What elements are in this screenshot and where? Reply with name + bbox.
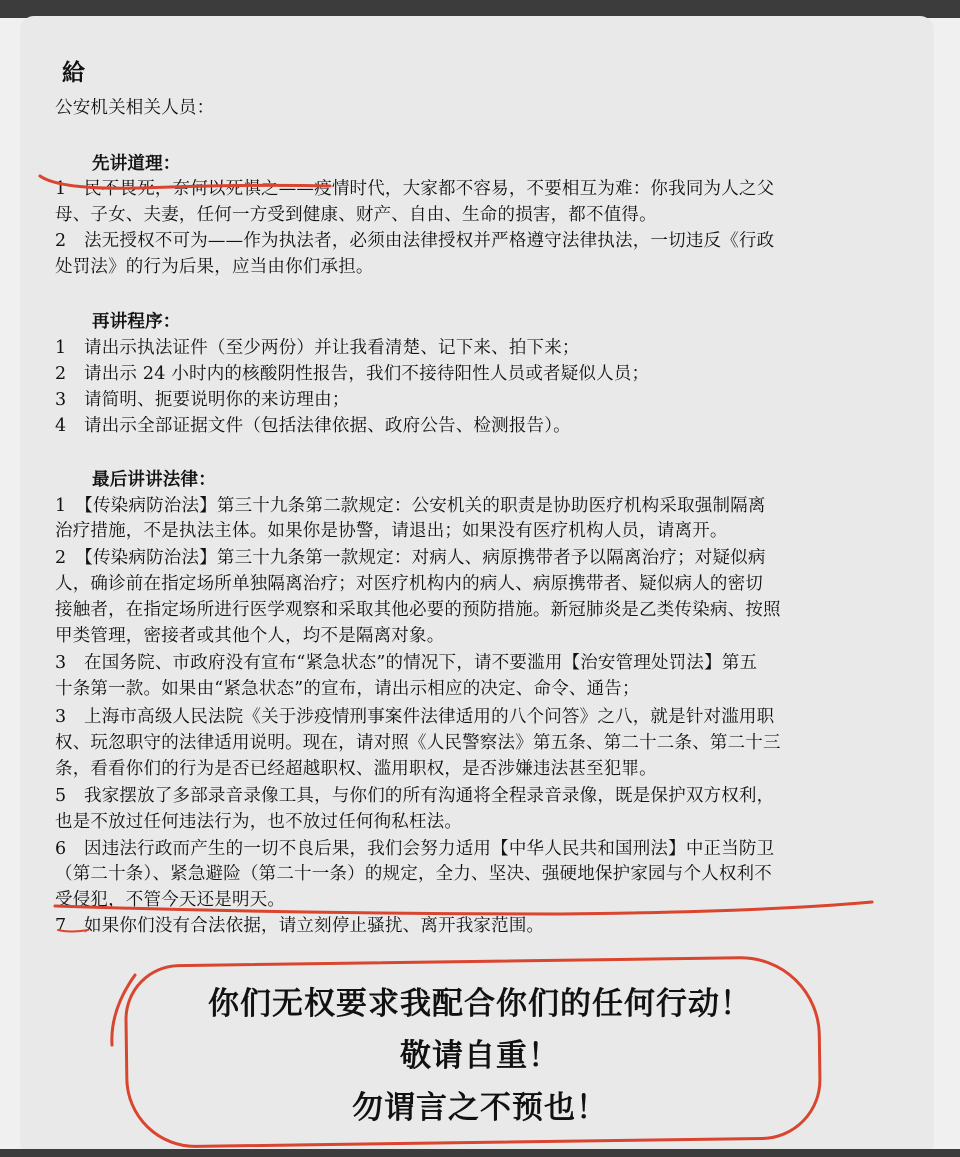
text-line: 1 【传染病防治法】第三十九条第二款规定：公安机关的职责是协助医疗机构采取强制隔离: [55, 496, 766, 516]
closing-line: 敬请自重！: [400, 1038, 560, 1074]
section-title-law: 最后讲讲法律：: [92, 470, 216, 490]
text-line: 十条第一款。如果由“紧急状态”的宣布，请出示相应的决定、命令、通告；: [55, 679, 640, 699]
text-line: 1 民不畏死，奈何以死惧之——疫情时代，大家都不容易，不要相互为难：你我同为人之父: [55, 179, 775, 199]
section-title-reasoning: 先讲道理：: [92, 154, 181, 174]
text-line: 3 在国务院、市政府没有宣布“紧急状态”的情况下，请不要滥用【治安管理处罚法】第五: [55, 653, 758, 673]
red-underline-middle: [55, 902, 872, 914]
text-line: 处罚法》的行为后果，应当由你们承担。: [55, 257, 374, 277]
text-line: 3 上海市高级人民法院《关于涉疫情刑事案件法律适用的八个问答》之八，就是针对滥用职: [55, 707, 775, 727]
text-line: 3 请简明、扼要说明你的来访理由；: [55, 390, 350, 410]
text-line: 2 【传染病防治法】第三十九条第一款规定：对病人、病原携带者予以隔离治疗；对疑似病: [55, 548, 766, 568]
section-title-procedure: 再讲程序：: [92, 312, 181, 332]
red-pen-tail: [112, 975, 135, 1045]
bottom-bar: [0, 1149, 960, 1157]
text-line: 治疗措施，不是执法主体。如果你是协警，请退出；如果没有医疗机构人员，请离开。: [55, 521, 728, 541]
text-line: 人，确诊前在指定场所单独隔离治疗；对医疗机构内的病人、病原携带者、疑似病人的密切: [55, 574, 763, 594]
recipient: 公安机关相关人员：: [55, 98, 215, 118]
text-line: 2 请出示 24 小时内的核酸阴性报告，我们不接待阳性人员或者疑似人员；: [55, 364, 650, 384]
text-line: 甲类管理，密接者或其他个人，均不是隔离对象。: [55, 626, 445, 646]
text-line: 受侵犯，不管今天还是明天。: [55, 890, 286, 910]
text-line: 权、玩忽职守的法律适用说明。现在，请对照《人民警察法》第五条、第二十二条、第二十三: [55, 733, 781, 753]
red-strike-mark: [58, 930, 88, 932]
text-line: 6 因违法行政而产生的一切不良后果，我们会努力适用【中华人民共和国刑法】中正当防卫: [55, 839, 775, 859]
text-line: 条，看看你们的行为是否已经超越职权、滥用职权，是否涉嫌违法甚至犯罪。: [55, 759, 657, 779]
text-line: 4 请出示全部证据文件（包括法律依据、政府公告、检测报告）。: [55, 416, 571, 436]
text-line: （第二十条）、紧急避险（第二十一条）的规定，全力、坚决、强硬地保护家园与个人权利不: [55, 864, 772, 884]
text-line: 1 请出示执法证件（至少两份）并让我看清楚、记下来、拍下来；: [55, 338, 580, 358]
text-line: 7 如果你们没有合法依据，请立刻停止骚扰、离开我家范围。: [55, 916, 545, 936]
red-underline-top: [40, 176, 330, 188]
text-line: 也是不放过任何违法行为，也不放过任何徇私枉法。: [55, 812, 463, 832]
closing-line: 你们无权要求我配合你们的任何行动！: [208, 986, 752, 1022]
greeting: 給: [62, 59, 85, 86]
text-line: 5 我家摆放了多部录音录像工具，与你们的所有沟通将全程录音录像，既是保护双方权利，: [55, 786, 775, 806]
text-line: 母、子女、夫妻，任何一方受到健康、财产、自由、生命的损害，都不值得。: [55, 205, 657, 225]
text-line: 接触者，在指定场所进行医学观察和采取其他必要的预防措施。新冠肺炎是乙类传染病、按照: [55, 600, 781, 620]
text-line: 2 法无授权不可为——作为执法者，必须由法律授权并严格遵守法律执法，一切违反《行政: [55, 231, 775, 251]
closing-line: 勿谓言之不预也！: [352, 1090, 608, 1126]
